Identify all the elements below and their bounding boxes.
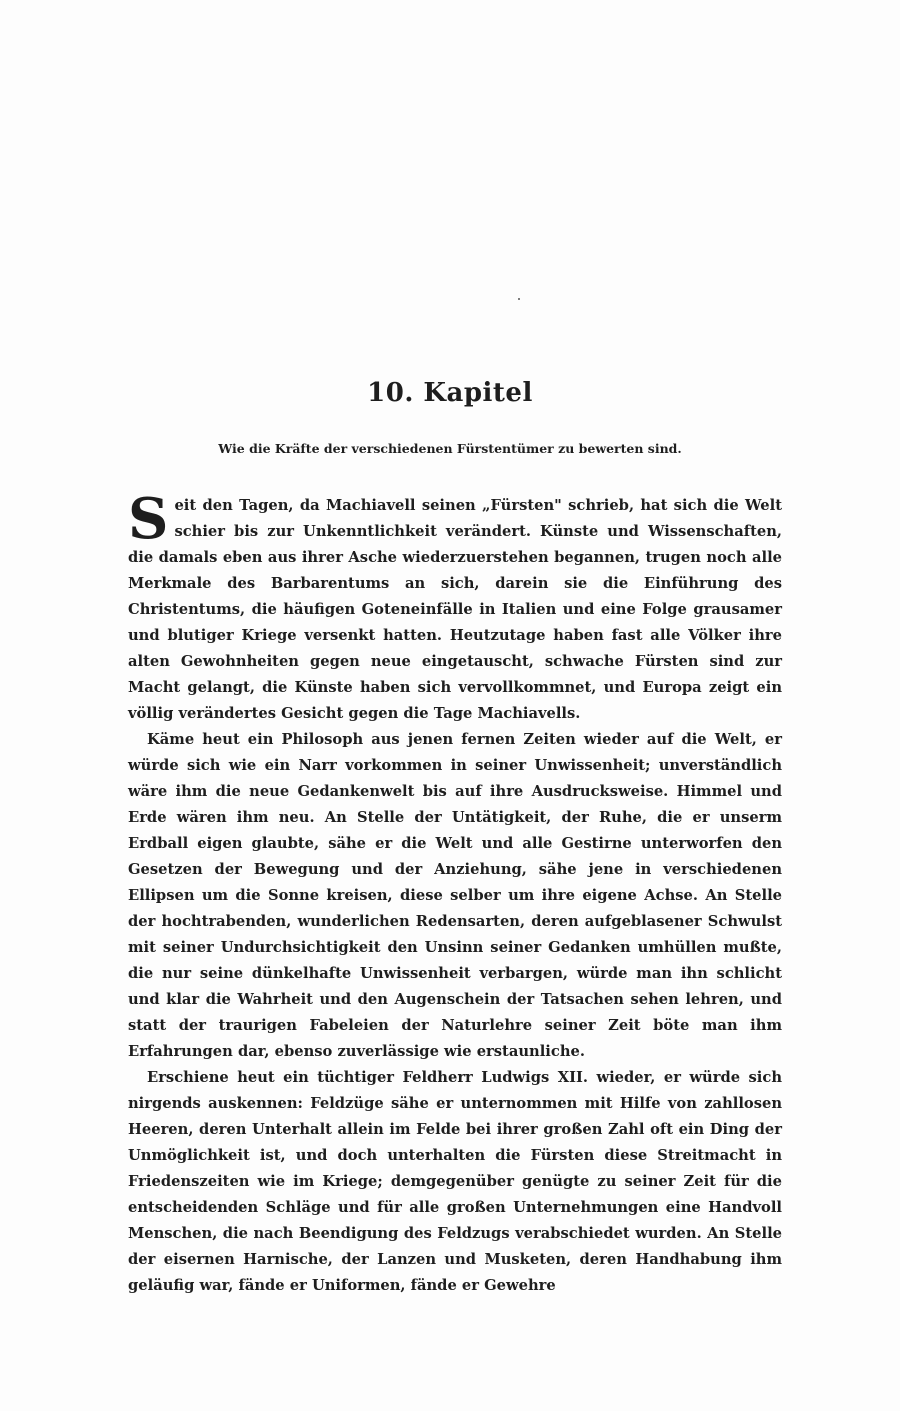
chapter-subtitle: Wie die Kräfte der verschiedenen Fürstentümer zu bewerten sind. [218, 441, 682, 456]
paragraph-1-text: eit den Tagen, da Machiavell seinen „Fürsten" schrieb, hat sich die Welt schier bis zur Unkenntlichkeit verändert. Künste und Wissenschaften, die damals eben aus ihrer Asche wiederzuerstehen begannen, trugen noch alle Merkmale des Barbarentums an sich, darein sie die Einführung des Christentums, die häufigen Goteneinfälle in Italien und eine Folge grausamer und blutiger Kriege versenkt hatten. Heutzutage haben fast alle Völker ihre alten Gewohnheiten gegen neue eingetauscht, schwache Fürsten sind zur Macht gelangt, die Künste haben sich vervollkommnet, und Europa zeigt ein völlig verändertes Gesicht gegen die Tage Machiavells. [128, 497, 782, 722]
paper-speck [518, 298, 520, 300]
chapter-title: 10. Kapitel [367, 378, 533, 408]
chapter-body [128, 486, 782, 1299]
paragraph-2: Käme heut ein Philosoph aus jenen fernen Zeiten wieder auf die Welt, er würde sich wie ein Narr vorkommen in seiner Unwissenheit; unverständlich wäre ihm die neue Gedankenwelt bis auf ihre Ausdrucksweise. Himmel und Erde wären ihm neu. An Stelle der Untätigkeit, der Ruhe, die er unserm Erdball eigen glaubte, sähe er die Welt und alle Gestirne unterworfen den Gesetzen der Bewegung und der Anziehung, sähe jene in verschiedenen Ellipsen um die Sonne kreisen, diese selber um ihre eigene Achse. An Stelle der hochtrabenden, wunderlichen Redensarten, deren aufgeblasener Schwulst mit seiner Undurchsichtigkeit den Unsinn seiner Gedanken umhüllen mußte, die nur seine dünkelhafte Unwissenheit verbargen, würde man ihn schlicht und klar die Wahrheit und den Augenschein der Tatsachen sehen lehren, und statt der traurigen Fabeleien der Naturlehre seiner Zeit böte man ihm Erfahrungen dar, ebenso zuverlässige wie erstaunliche. [128, 731, 782, 1060]
drop-cap: S [128, 486, 169, 552]
paragraph-3: Erschiene heut ein tüchtiger Feldherr Ludwigs XII. wieder, er würde sich nirgends auskennen: Feldzüge sähe er unternommen mit Hilfe von zahllosen Heeren, deren Unterhalt allein im Felde bei ihrer großen Zahl oft ein Ding der Unmöglichkeit ist, und doch unterhalten die Fürsten diese Streitmacht in Friedenszeiten wie im Kriege; demgegenüber genügte zu seiner Zeit für die entscheidenden Schläge und für alle großen Unternehmungen eine Handvoll Menschen, die nach Beendigung des Feldzugs verabschiedet wurden. An Stelle der eisernen Harnische, der Lanzen und Musketen, deren Handhabung ihm geläufig war, fände er Uniformen, fände er Gewehre [128, 1069, 782, 1294]
paragraph-1 [128, 486, 782, 727]
